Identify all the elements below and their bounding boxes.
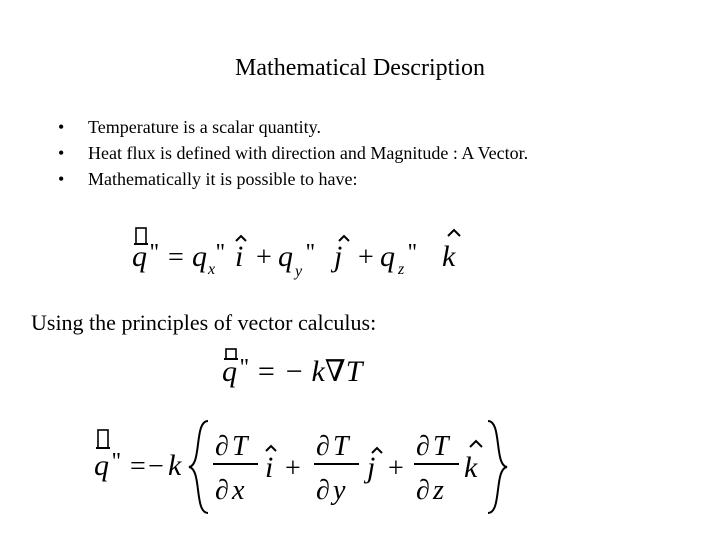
eq3-partial-z: ∂ (416, 475, 430, 506)
bullet-item: • Mathematically it is possible to have: (58, 166, 528, 192)
bullet-item: • Temperature is a scalar quantity. (58, 114, 528, 140)
section-subheading: Using the principles of vector calculus: (31, 310, 377, 335)
eq2-q: q (222, 355, 237, 388)
eq3-T-3: T (433, 431, 449, 462)
eq1-primes-y: '' (306, 240, 315, 266)
eq1-primes-z: '' (408, 240, 417, 266)
eq1-qy: q (278, 240, 293, 273)
heat-flux-components-equation (128, 222, 478, 282)
eq2-rhs: = − k∇T (256, 355, 363, 388)
eq1-equals: = (168, 242, 184, 273)
eq3-kk: k (464, 451, 478, 484)
eq1-q: q (132, 240, 147, 273)
eq3-y: y (333, 475, 346, 506)
eq3-primes: '' (112, 449, 121, 475)
slide-title: Mathematical Description (235, 55, 485, 81)
vector-arrow-placeholder-icon (98, 430, 108, 448)
eq3-partial-1: ∂ (215, 431, 229, 462)
eq3-partial-x: ∂ (215, 475, 229, 506)
eq1-plus-2: + (358, 242, 374, 273)
eq2-primes: '' (240, 355, 249, 381)
eq3-k: k (168, 449, 182, 482)
eq1-qz: q (380, 240, 395, 273)
eq1-primes-x: '' (216, 240, 225, 266)
eq3-i: i (265, 451, 274, 484)
eq1-i: i (235, 240, 244, 273)
eq3-T-2: T (333, 431, 349, 462)
hat-icon (470, 441, 482, 447)
bullet-list (58, 114, 528, 192)
eq3-partial-3: ∂ (416, 431, 430, 462)
eq3-x: x (232, 475, 245, 506)
eq3-plus-1: + (285, 453, 301, 484)
eq3-j: j (367, 451, 376, 484)
eq1-plus-1: + (256, 242, 272, 273)
eq1-k: k (442, 240, 456, 273)
fourier-law-equation (218, 345, 388, 390)
hat-icon (448, 230, 460, 236)
eq3-plus-2: + (388, 453, 404, 484)
eq1-sub-z: z (398, 261, 405, 278)
eq3-T-1: T (232, 431, 248, 462)
eq3-q: q (94, 449, 109, 482)
eq1-qx: q (192, 240, 207, 273)
left-brace-icon (189, 421, 208, 513)
eq1-sub-y: y (295, 263, 303, 280)
eq3-z: z (433, 475, 444, 506)
eq1-j: j (334, 240, 343, 273)
eq3-partial-y: ∂ (316, 475, 330, 506)
eq3-partial-2: ∂ (316, 431, 330, 462)
eq3-equals: = (130, 451, 146, 482)
bullet-item: • Heat flux is defined with direction and Magnitude : A Vector. (58, 140, 528, 166)
eq1-sub-x: x (208, 261, 216, 278)
eq1-primes: '' (150, 240, 159, 266)
gradient-expansion-equation (90, 415, 510, 520)
eq3-minus: − (148, 451, 164, 482)
right-brace-icon (488, 421, 507, 513)
